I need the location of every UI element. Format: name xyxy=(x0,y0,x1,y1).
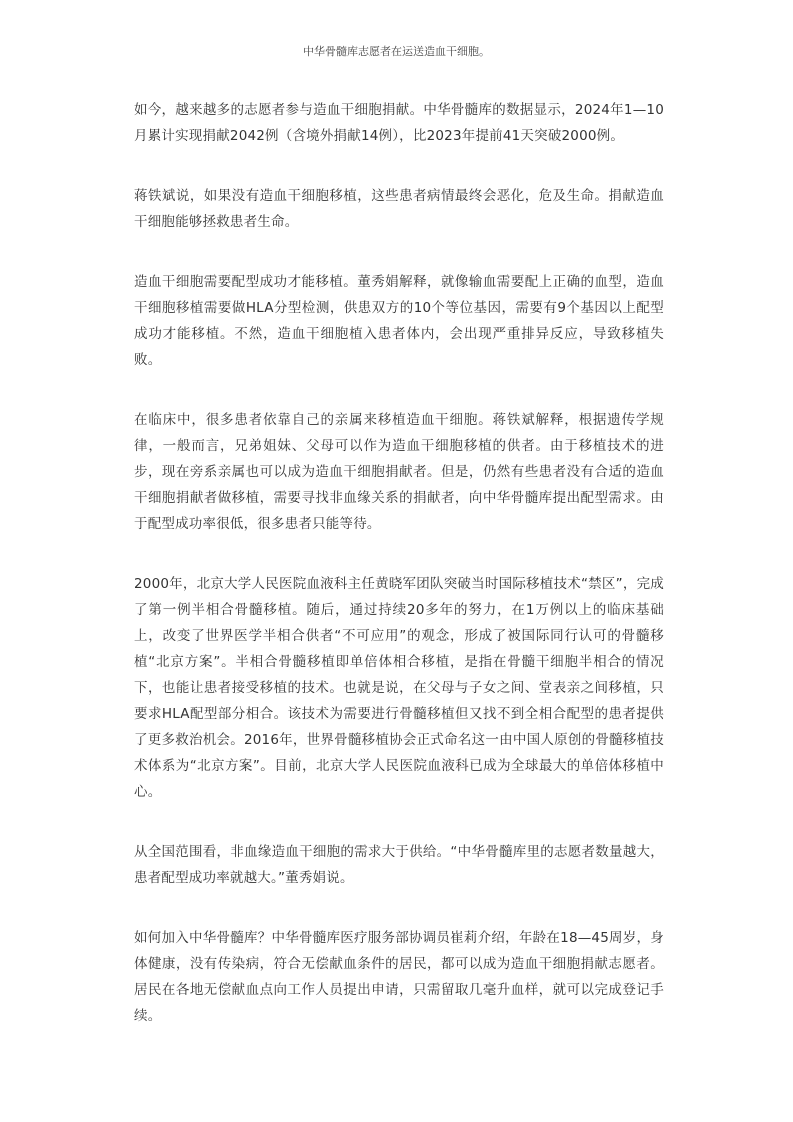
paragraph-5: 2000年，北京大学人民医院血液科主任黄晓军团队突破当时国际移植技术“禁区”，完成了第一例半相合骨髓移植。随后，通过持续20多年的努力，在1万例以上的临床基础上，改变了世界医学半相合供者“不可应用”的观念，形成了被国际同行认可的骨髓移植“北京方案”。半相合骨髓移植即单倍体相合移植，是指在骨髓干细胞半相合的情况下，也能让患者接受移植的技术。也就是说，在父母与子女之间、堂表亲之间移植，只要求HLA配型部分相合。该技术为需要进行骨髓移植但又找不到全相合配型的患者提供了更多救治机会。2016年，世界骨髓移植协会正式命名这一由中国人原创的骨髓移植技术体系为“北京方案”。目前，北京大学人民医院血液科已成为全球最大的单倍体移植中心。 xyxy=(134,576,664,800)
paragraph-7: 如何加入中华骨髓库？中华骨髓库医疗服务部协调员崔莉介绍，年龄在18—45周岁，身体健康，没有传染病，符合无偿献血条件的居民，都可以成为造血干细胞捐献志愿者。居民在各地无偿献血点向工作人员提出申请，只需留取几毫升血样，就可以完成登记手续。 xyxy=(134,930,664,1024)
paragraph-6: 从全国范围看，非血缘造血干细胞的需求大于供给。“中华骨髓库里的志愿者数量越大，患者配型成功率就越大。”董秀娟说。 xyxy=(134,844,664,886)
paragraph-3: 造血干细胞需要配型成功才能移植。董秀娟解释，就像输血需要配上正确的血型，造血干细胞移植需要做HLA分型检测，供患双方的10个等位基因，需要有9个基因以上配型成功才能移植。不然，造血干细胞植入患者体内，会出现严重排异反应，导致移植失败。 xyxy=(134,274,664,368)
paragraph-4: 在临床中，很多患者依靠自己的亲属来移植造血干细胞。蒋铁斌解释，根据遗传学规律，一般而言，兄弟姐妹、父母可以作为造血干细胞移植的供者。由于移植技术的进步，现在旁系亲属也可以成为造血干细胞捐献者。但是，仍然有些患者没有合适的造血干细胞捐献者做移植，需要寻找非血缘关系的捐献者，向中华骨髓库提出配型需求。由于配型成功率很低，很多患者只能等待。 xyxy=(134,412,664,532)
paragraph-1: 如今，越来越多的志愿者参与造血干细胞捐献。中华骨髓库的数据显示，2024年1—10月累计实现捐献2042例（含境外捐献14例），比2023年提前41天突破2000例。 xyxy=(134,102,664,144)
paragraph-2: 蒋铁斌说，如果没有造血干细胞移植，这些患者病情最终会恶化，危及生命。捐献造血干细胞能够拯救患者生命。 xyxy=(134,188,664,230)
article-body xyxy=(134,97,664,1063)
image-caption: 中华骨髓库志愿者在运送造血干细胞。 xyxy=(303,45,490,58)
